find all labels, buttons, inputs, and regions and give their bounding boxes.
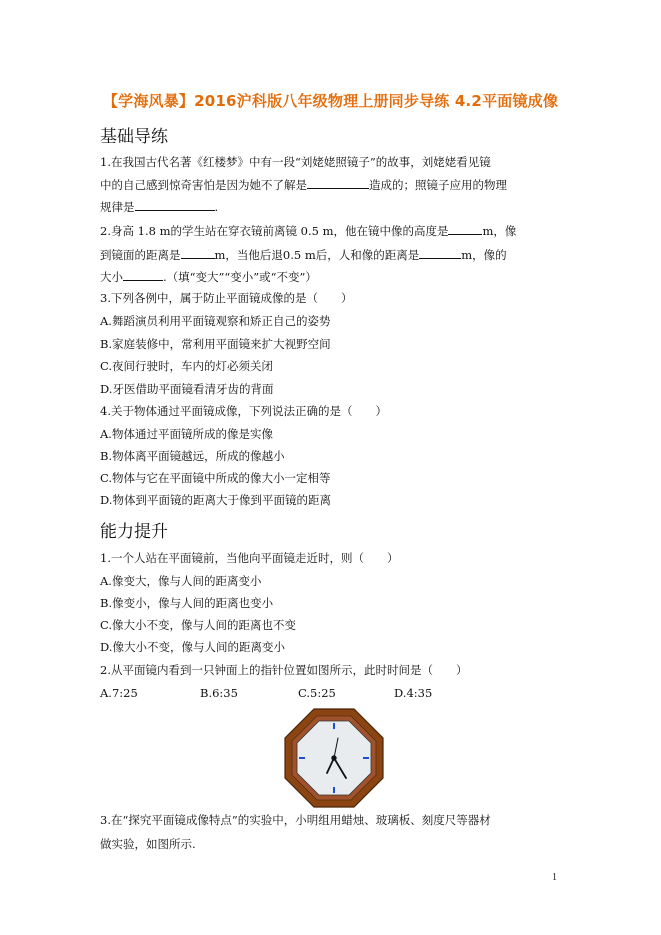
s2-q1-option-a: A.像变大，像与人间的距离变小 <box>100 574 262 588</box>
q3-option-b: B.家庭装修中，常利用平面镜来扩大视野空间 <box>100 337 331 351</box>
page-number: 1 <box>552 872 557 883</box>
s2-q2-option-d: D.4:35 <box>394 686 433 700</box>
s2-q1-option-d: D.像大小不变，像与人间的距离变小 <box>100 640 285 654</box>
q2-line3: 大小 .（填“变大”“变小”或“不变”） <box>100 270 317 284</box>
s2-q2-options <box>100 685 432 701</box>
q3-option-a: A.舞蹈演员利用平面镜观察和矫正自己的姿势 <box>100 314 331 328</box>
answer-blank <box>181 246 215 259</box>
q3-option-c: C.夜间行驶时，车内的灯必须关闭 <box>100 359 274 373</box>
q4-option-d: D.物体到平面镜的距离大于像到平面镜的距离 <box>100 493 331 507</box>
s2-q2-stem: 2.从平面镜内看到一只钟面上的指针位置如图所示，此时时间是（ ） <box>100 663 468 677</box>
q2-line2: 到镜面的距离是 m，当他后退0.5 m后，人和像的距离是 m，像的 <box>100 248 507 262</box>
q3-option-d: D.牙医借助平面镜看清牙齿的背面 <box>100 382 274 396</box>
answer-blank <box>307 176 369 189</box>
answer-blank <box>448 222 482 235</box>
q4-option-c: C.物体与它在平面镜中所成的像大小一定相等 <box>100 471 331 485</box>
s2-q3-line1: 3.在“探究平面镜成像特点”的实验中，小明组用蜡烛、玻璃板、刻度尺等器材 <box>100 813 491 827</box>
s2-q2-option-c: C.5:25 <box>298 686 336 700</box>
s2-q2-option-a: A.7:25 <box>100 686 138 700</box>
q2-line1: 2.身高 1.8 m的学生站在穿衣镜前离镜 0.5 m，他在镜中像的高度是 m，像 <box>100 224 517 238</box>
s2-q3-line2: 做实验，如图所示. <box>100 837 196 851</box>
document-title: 【学海风暴】2016沪科版八年级物理上册同步导练 4.2平面镜成像 <box>102 92 559 110</box>
q1-line2: 中的自己感到惊奇害怕是因为她不了解是 造成的；照镜子应用的物理 <box>100 178 507 192</box>
q3-stem: 3.下列各例中，属于防止平面镜成像的是（ ） <box>100 291 353 305</box>
answer-blank <box>135 198 215 211</box>
s2-q1-option-b: B.像变小，像与人间的距离也变小 <box>100 596 274 610</box>
s2-q1-option-c: C.像大小不变，像与人间的距离也不变 <box>100 618 297 632</box>
section-heading-basic: 基础导练 <box>100 127 168 147</box>
clock-pivot <box>332 756 336 760</box>
q4-stem: 4.关于物体通过平面镜成像，下列说法正确的是（ ） <box>100 404 387 418</box>
q4-option-a: A.物体通过平面镜所成的像是实像 <box>100 427 273 441</box>
s2-q2-option-b: B.6:35 <box>200 686 238 700</box>
section-heading-advanced: 能力提升 <box>100 522 168 542</box>
mirror-clock-figure <box>284 708 384 808</box>
answer-blank <box>123 268 163 281</box>
answer-blank <box>419 246 461 259</box>
s2-q1-stem: 1.一个人站在平面镜前，当他向平面镜走近时，则（ ） <box>100 551 399 565</box>
q1-line3: 规律是 . <box>100 200 219 214</box>
q1-line1: 1.在我国古代名著《红楼梦》中有一段“刘姥姥照镜子”的故事，刘姥姥看见镜 <box>100 155 491 169</box>
q4-option-b: B.物体离平面镜越远，所成的像越小 <box>100 449 285 463</box>
